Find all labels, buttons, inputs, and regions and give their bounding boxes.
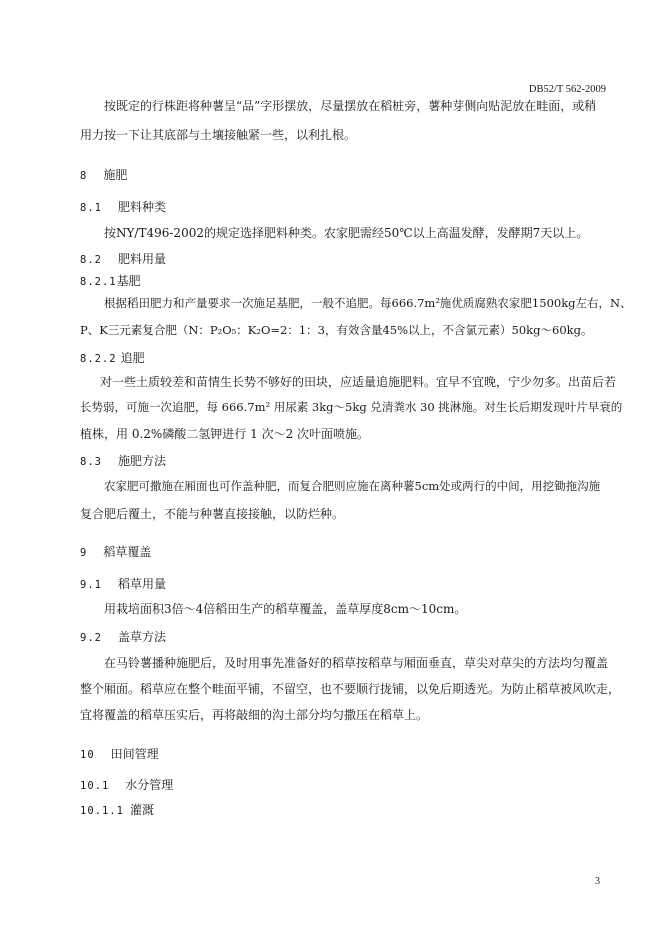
section-heading-10	[80, 745, 159, 762]
section-title: 施肥	[103, 168, 128, 182]
section-number: 9	[80, 547, 88, 559]
section-title: 水分管理	[125, 778, 174, 792]
section-title: 施肥方法	[117, 454, 166, 468]
section-number: 9.2	[80, 632, 102, 644]
section-number: 8.2.1	[80, 276, 117, 288]
section-heading-8-3	[80, 452, 166, 469]
section-title: 稻草覆盖	[103, 545, 152, 559]
paragraph-line: 用栽培面积3倍～4倍稻田生产的稻草覆盖，盖草厚度8cm～10cm。	[104, 602, 467, 616]
section-title: 基肥	[116, 274, 141, 288]
section-number: 10.1	[80, 780, 110, 792]
section-title: 灌溉	[129, 803, 154, 817]
section-heading-8-2-1	[80, 272, 141, 289]
section-title: 稻草用量	[117, 577, 166, 591]
section-heading-9-1	[80, 575, 166, 592]
standard-code: DB52/T 562-2009	[528, 84, 606, 95]
section-heading-9	[80, 543, 151, 560]
paragraph-line: 按既定的行株距将种薯呈“品”字形摆放，尽量摆放在稻桩旁，薯种芽侧向贴泥放在畦面，或稍	[104, 99, 597, 113]
paragraph-line: 植株，用 0.2%磷酸二氢钾进行 1 次～2 次叶面喷施。	[80, 427, 370, 441]
section-number: 8	[80, 170, 88, 182]
paragraph-line: 在马铃薯播种施肥后，及时用事先准备好的稻草按稻草与厢面垂直，草尖对草尖的方法均匀覆盖	[104, 656, 609, 670]
section-heading-8-2	[80, 250, 166, 267]
section-title: 追肥	[120, 351, 145, 365]
paragraph-line: P、K三元素复合肥（N：P₂O₅：K₂O=2：1：3，有效含量45%以上，不含氯元素）50kg～60kg。	[80, 323, 593, 337]
section-heading-10-1	[80, 776, 173, 793]
section-number: 8.2	[80, 254, 102, 266]
section-number: 8.3	[80, 456, 102, 468]
paragraph-line: 整个厢面。稻草应在整个畦面平铺，不留空，也不要顺行拢铺，以免后期透光。为防止稻草被风吹走，	[80, 682, 621, 696]
section-number: 8.1	[80, 202, 102, 214]
page-number: 3	[595, 876, 600, 887]
section-title: 盖草方法	[117, 630, 166, 644]
section-number: 8.2.2	[80, 353, 117, 365]
paragraph-line: 对一些土质较差和苗情生长势不够好的田块，应适量追施肥料。宜早不宜晚，宁少勿多。出苗后若	[100, 375, 617, 389]
paragraph-line: 根据稻田肥力和产量要求一次施足基肥，一般不追肥。每666.7m²施优质腐熟农家肥1500kg左右，N、	[104, 296, 632, 310]
section-heading-9-2	[80, 628, 166, 645]
paragraph-line: 长势弱，可施一次追肥，每 666.7m² 用尿素 3kg～5kg 兑清粪水 30 挑淋施。对生长后期发现叶片早衰的	[80, 400, 623, 414]
section-heading-10-1-1	[80, 801, 154, 818]
paragraph-line: 按NY/T496-2002的规定选择肥料种类。农家肥需经50℃以上高温发酵，发酵期7天以上。	[104, 226, 589, 240]
section-heading-8-2-2	[80, 349, 145, 366]
section-title: 田间管理	[110, 747, 159, 761]
section-title: 肥料用量	[117, 252, 166, 266]
section-number: 10.1.1	[80, 805, 124, 817]
section-number: 10	[80, 749, 95, 761]
section-heading-8-1	[80, 198, 166, 215]
paragraph-line: 宜将覆盖的稻草压实后，再将敲细的沟土部分均匀撒压在稻草上。	[80, 708, 429, 722]
paragraph-line: 复合肥后覆土，不能与种薯直接接触，以防烂种。	[80, 507, 345, 521]
section-number: 9.1	[80, 579, 102, 591]
paragraph-line: 用力按一下让其底部与土壤接触紧一些，以利扎根。	[80, 128, 357, 142]
section-title: 肥料种类	[117, 200, 166, 214]
paragraph-line: 农家肥可撒施在厢面也可作盖种肥，而复合肥则应施在离种薯5cm处或两行的中间，用挖锄拖沟施	[104, 479, 601, 493]
section-heading-8	[80, 166, 127, 183]
